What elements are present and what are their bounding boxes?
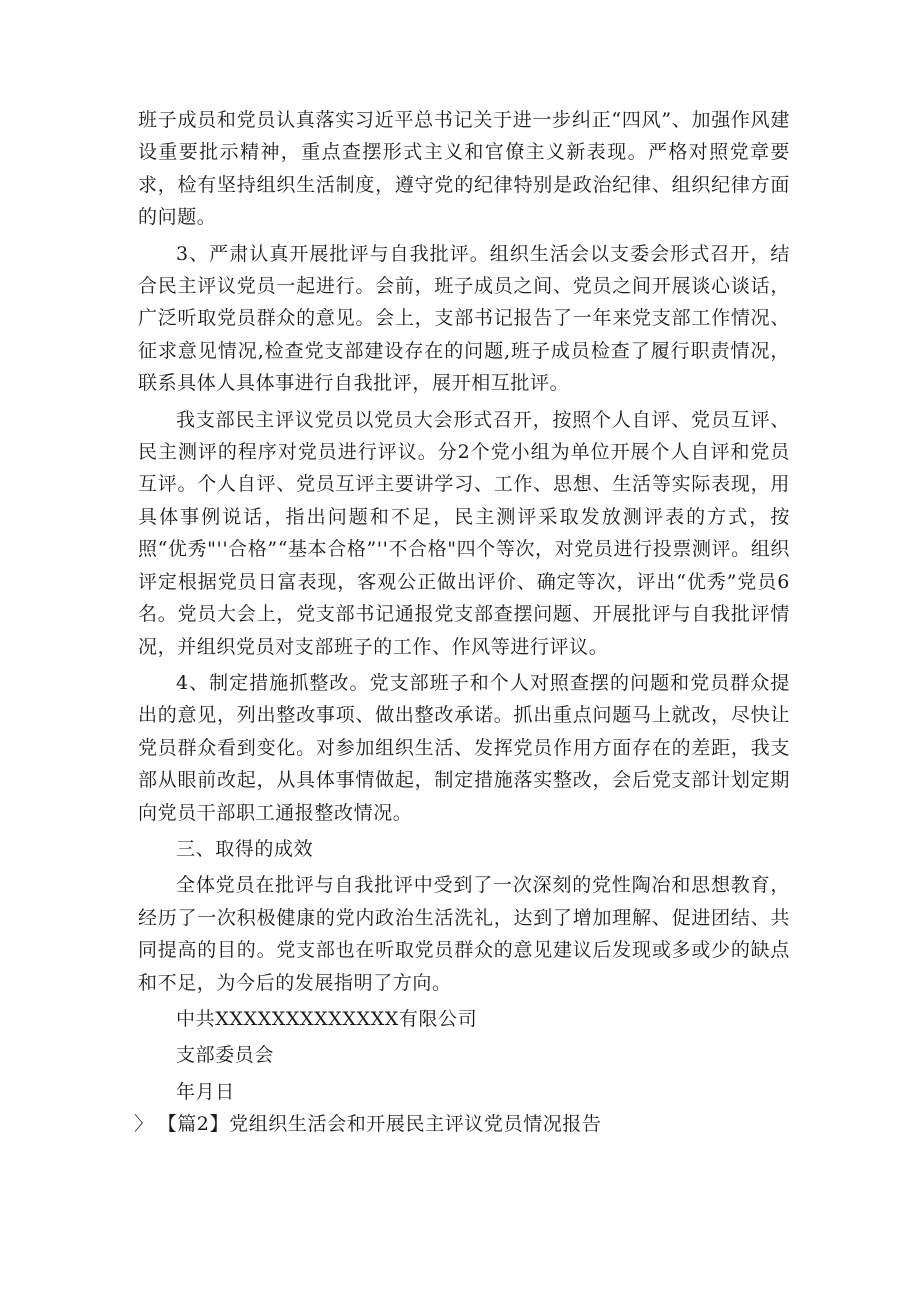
signature-org: 中共XXXXXXXXXXXXX有限公司 (176, 1007, 478, 1030)
next-article-link[interactable] (134, 1108, 790, 1140)
paragraph-3: 我支部民主评议党员以党员大会形式召开，按照个人自评、党员互评、民主测评的程序对党员进行评议。分2个党小组为单位开展个人自评和党员互评。个人自评、党员互评主要讲学习、工作、思想、生活等实际表现，用具体事例说话，指出问题和不足，民主测评采取发放测评表的方式，按照“优秀"''合格”“基本合格”''不合格"四个等次，对党员进行投票测评。组织评定根据党员日富表现，客观公正做出评价、确定等次，评出“优秀”党员6名。党员大会上，党支部书记通报党支部查摆问题、开展批评与自我批评情况，并组织党员对支部班子的工作、作风等进行评议。 (138, 408, 790, 658)
paragraph-4: 4、制定措施抓整改。党支部班子和个人对照查摆的问题和党员群众提出的意见，列出整改事项、做出整改承诺。抓出重点问题马上就改，尽快让党员群众看到变化。对参加组织生活、发挥党员作用方面存在的差距，我支部从眼前改起，从具体事情做起，制定措施落实整改，会后党支部计划定期向党员干部职工通报整改情况。 (138, 671, 790, 824)
next-article-label: 【篇2】党组织生活会和开展民主评议党员情况报告 (157, 1113, 602, 1136)
chevron-right-icon: 〉 (134, 1113, 154, 1136)
signature-date: 年月日 (176, 1080, 235, 1103)
document-body (134, 104, 790, 1141)
paragraph-2: 3、严肃认真开展批评与自我批评。组织生活会以支委会形式召开，结合民主评议党员一起进行。会前，班子成员之间、党员之间开展谈心谈话，广泛听取党员群众的意见。会上，支部书记报告了一年来党支部工作情况、征求意见情况,检查党支部建设存在的问题,班子成员检查了履行职责情况，联系具体人具体事进行自我批评，展开相互批评。 (138, 242, 790, 395)
signature-committee: 支部委员会 (176, 1044, 275, 1067)
paragraph-5: 全体党员在批评与自我批评中受到了一次深刻的党性陶冶和思想教育，经历了一次积极健康的党内政治生活洗礼，达到了增加理解、促进团结、共同提高的目的。党支部也在听取党员群众的意见建议后发现或多或少的缺点和不足，为今后的发展指明了方向。 (138, 874, 790, 994)
paragraph-1: 班子成员和党员认真落实习近平总书记关于进一步纠正“四风”、加强作风建设重要批示精神，重点查摆形式主义和官僚主义新表现。严格对照党章要求，检有坚持组织生活制度，遵守党的纪律特别是政治纪律、组织纪律方面的问题。 (138, 109, 790, 229)
section-heading-results: 三、取得的成效 (176, 837, 314, 860)
